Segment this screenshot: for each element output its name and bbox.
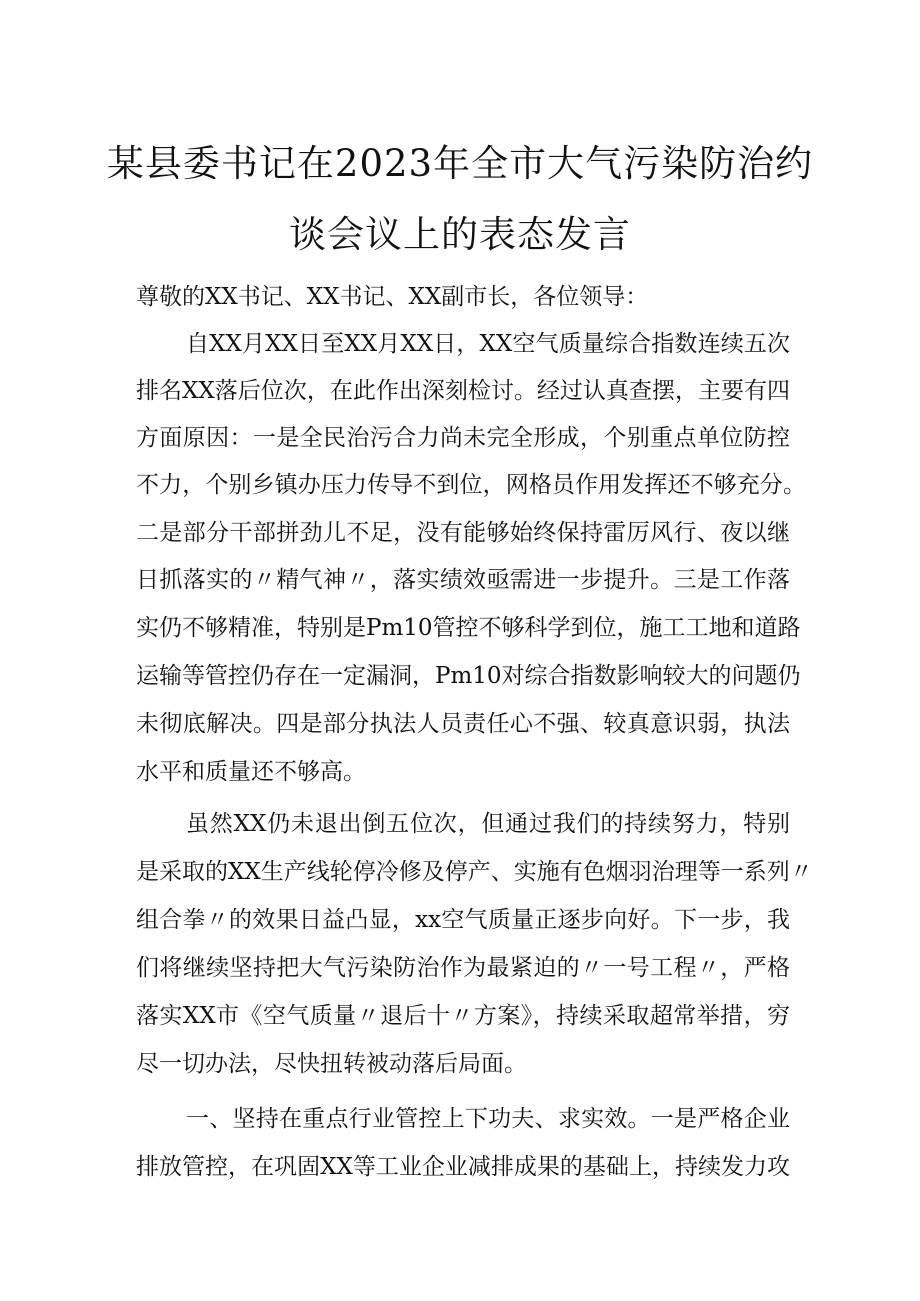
paragraph-1-line: 自XX月XX日至XX月XX日，XX空气质量综合指数连续五次 xyxy=(186,331,790,357)
paragraph-3-line: 一、坚持在重点行业管控上下功夫、求实效。一是严格企业 xyxy=(186,1106,790,1132)
paragraph-2-line: 组合拳〃的效果日益凸显，xx空气质量正逐步向好。下一步，我 xyxy=(136,907,790,933)
document-title-line-2: 谈会议上的表态发言 xyxy=(289,213,631,256)
paragraph-1-line: 实仍不够精准，特别是Pm10管控不够科学到位，施工工地和道路 xyxy=(136,615,801,641)
paragraph-1-line: 方面原因：一是全民治污合力尚未完全形成，个别重点单位防控 xyxy=(136,425,790,451)
paragraph-1-line: 排名XX落后位次，在此作出深刻检讨。经过认真查摆，主要有四 xyxy=(136,378,790,404)
salutation: 尊敬的XX书记、XX书记、XX副市长，各位领导： xyxy=(136,284,649,310)
paragraph-3-line: 排放管控，在巩固XX等工业企业减排成果的基础上，持续发力攻 xyxy=(136,1154,790,1180)
paragraph-2-line: 是采取的XX生产线轮停冷修及停产、实施有色烟羽治理等一系列〃 xyxy=(136,859,813,885)
paragraph-1-line: 水平和质量还不够高。 xyxy=(136,759,366,785)
paragraph-2-line: 们将继续坚持把大气污染防治作为最紧迫的〃一号工程〃，严格 xyxy=(136,955,790,981)
paragraph-1-line: 二是部分干部拼劲儿不足，没有能够始终保持雷厉风行、夜以继 xyxy=(136,520,790,546)
paragraph-1-line: 未彻底解决。四是部分执法人员责任心不强、较真意识弱，执法 xyxy=(136,711,790,737)
paragraph-2-line: 尽一切办法，尽快扭转被动落后局面。 xyxy=(136,1051,527,1077)
paragraph-2-line: 虽然XX仍未退出倒五位次，但通过我们的持续努力，特别 xyxy=(186,811,790,837)
paragraph-1-line: 不力，个别乡镇办压力传导不到位，网格员作用发挥还不够充分。 xyxy=(136,472,806,498)
document-title-line-1: 某县委书记在2023年全市大气污染防治约 xyxy=(106,142,814,185)
paragraph-1-line: 运输等管控仍存在一定漏洞，Pm10对综合指数影响较大的问题仍 xyxy=(136,663,801,689)
paragraph-2-line: 落实XX市《空气质量〃退后十〃方案》，持续采取超常举措，穷 xyxy=(136,1003,790,1029)
paragraph-1-line: 日抓落实的〃精气神〃，落实绩效亟需进一步提升。三是工作落 xyxy=(136,567,790,593)
